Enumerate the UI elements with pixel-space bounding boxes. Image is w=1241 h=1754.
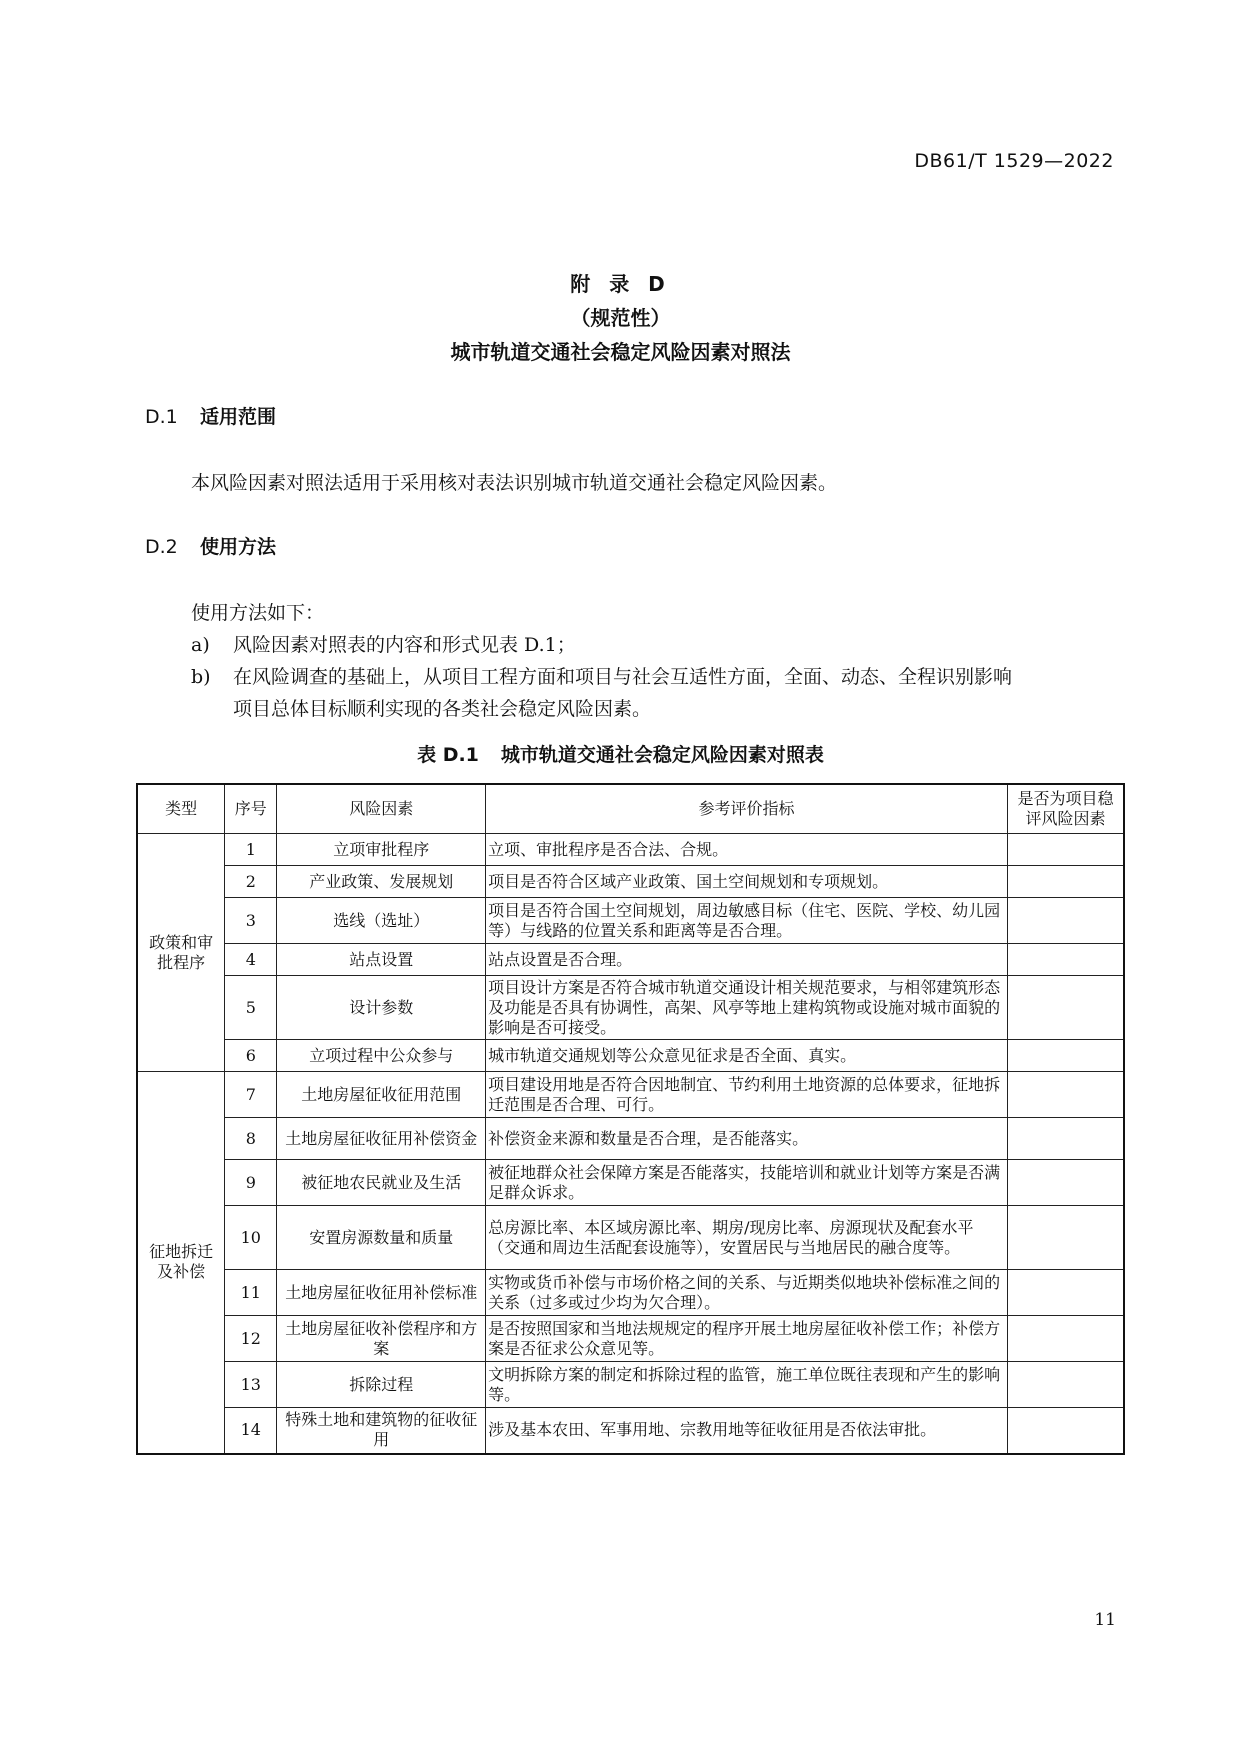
- d2-intro: 使用方法如下：: [191, 602, 325, 624]
- cell-type-line1: 政策和审: [149, 932, 214, 952]
- cell-indicator: 被征地群众社会保障方案是否能落实，技能培训和就业计划等方案是否满足群众诉求。: [486, 1160, 1008, 1206]
- appendix-subtitle: （规范性）: [570, 306, 671, 330]
- list-item-a: [191, 630, 576, 657]
- table-row: [137, 1118, 1124, 1160]
- cell-no: 12: [225, 1316, 277, 1362]
- table-title: 城市轨道交通社会稳定风险因素对照表: [500, 744, 824, 766]
- cell-type-line2: 及补偿: [157, 1262, 206, 1282]
- cell-indicator: 项目建设用地是否符合因地制宜、节约利用土地资源的总体要求，征地拆迁范围是否合理、可行。: [486, 1072, 1008, 1118]
- cell-indicator: 补偿资金来源和数量是否合理，是否能落实。: [486, 1118, 1008, 1160]
- cell-no: 11: [225, 1270, 277, 1316]
- cell-is-factor: [1007, 898, 1124, 944]
- cell-no: 6: [225, 1040, 277, 1072]
- cell-is-factor: [1007, 1316, 1124, 1362]
- cell-is-factor: [1007, 1270, 1124, 1316]
- section-title: 使用方法: [200, 536, 277, 558]
- table-header-row: [137, 784, 1124, 834]
- appendix-title: 附 录 D: [570, 272, 671, 296]
- appendix-name: 城市轨道交通社会稳定风险因素对照法: [450, 340, 791, 364]
- header-factor: 风险因素: [277, 784, 486, 834]
- cell-no: 4: [225, 944, 277, 976]
- cell-is-factor: [1007, 1118, 1124, 1160]
- cell-no: 8: [225, 1118, 277, 1160]
- table-row: [137, 834, 1124, 866]
- cell-type: [137, 834, 225, 1072]
- table-row: [137, 1316, 1124, 1362]
- list-marker: a): [191, 634, 210, 656]
- table-row: [137, 944, 1124, 976]
- cell-indicator: 项目设计方案是否符合城市轨道交通设计相关规范要求，与相邻建筑形态及功能是否具有协调性，高架、风亭等地上建构筑物或设施对城市面貌的影响是否可接受。: [486, 976, 1008, 1040]
- page-number: 11: [1094, 1610, 1116, 1630]
- cell-indicator: 站点设置是否合理。: [486, 944, 1008, 976]
- cell-no: 2: [225, 866, 277, 898]
- cell-no: 14: [225, 1408, 277, 1454]
- cell-no: 13: [225, 1362, 277, 1408]
- cell-no: 5: [225, 976, 277, 1040]
- table-row: [137, 1072, 1124, 1118]
- table-row: [137, 1362, 1124, 1408]
- cell-factor: 特殊土地和建筑物的征收征用: [277, 1408, 486, 1454]
- cell-factor: 产业政策、发展规划: [277, 866, 486, 898]
- cell-factor: 立项过程中公众参与: [277, 1040, 486, 1072]
- cell-factor: 安置房源数量和质量: [277, 1206, 486, 1270]
- cell-indicator: 总房源比率、本区域房源比率、期房/现房比率、房源现状及配套水平（交通和周边生活配套设施等），安置居民与当地居民的融合度等。: [486, 1206, 1008, 1270]
- cell-factor: 被征地农民就业及生活: [277, 1160, 486, 1206]
- cell-is-factor: [1007, 1160, 1124, 1206]
- table-row: [137, 898, 1124, 944]
- cell-factor: 立项审批程序: [277, 834, 486, 866]
- cell-indicator: 是否按照国家和当地法规规定的程序开展土地房屋征收补偿工作；补偿方案是否征求公众意见等。: [486, 1316, 1008, 1362]
- cell-indicator: 项目是否符合区域产业政策、国土空间规划和专项规划。: [486, 866, 1008, 898]
- header-is-factor-line1: 是否为项目稳: [1017, 789, 1114, 808]
- cell-is-factor: [1007, 1040, 1124, 1072]
- cell-indicator: 项目是否符合国土空间规划，周边敏感目标（住宅、医院、学校、幼儿园等）与线路的位置关系和距离等是否合理。: [486, 898, 1008, 944]
- cell-type: [137, 1072, 225, 1454]
- cell-no: 3: [225, 898, 277, 944]
- cell-indicator: 实物或货币补偿与市场价格之间的关系、与近期类似地块补偿标准之间的关系（过多或过少均为欠合理）。: [486, 1270, 1008, 1316]
- cell-is-factor: [1007, 1206, 1124, 1270]
- cell-factor: 土地房屋征收征用补偿标准: [277, 1270, 486, 1316]
- list-item-text: 在风险调查的基础上，从项目工程方面和项目与社会互适性方面，全面、动态、全程识别影响: [233, 666, 1013, 688]
- document-code: DB61/T 1529—2022: [914, 150, 1114, 172]
- cell-is-factor: [1007, 1408, 1124, 1454]
- cell-type-line2: 批程序: [157, 952, 206, 972]
- cell-factor: 土地房屋征收补偿程序和方案: [277, 1316, 486, 1362]
- cell-factor: 设计参数: [277, 976, 486, 1040]
- cell-is-factor: [1007, 944, 1124, 976]
- risk-factor-table: [136, 783, 1125, 1455]
- cell-no: 7: [225, 1072, 277, 1118]
- cell-is-factor: [1007, 1072, 1124, 1118]
- table-row: [137, 976, 1124, 1040]
- table-row: [137, 1270, 1124, 1316]
- cell-indicator: 文明拆除方案的制定和拆除过程的监管，施工单位既往表现和产生的影响等。: [486, 1362, 1008, 1408]
- cell-is-factor: [1007, 1362, 1124, 1408]
- section-title: 适用范围: [200, 406, 277, 428]
- section-number: D.1: [145, 406, 178, 428]
- section-heading-d1: [145, 402, 276, 429]
- d1-paragraph: 本风险因素对照法适用于采用核对表法识别城市轨道交通社会稳定风险因素。: [191, 472, 838, 494]
- header-indicator: 参考评价指标: [486, 784, 1008, 834]
- cell-factor: 站点设置: [277, 944, 486, 976]
- table-row: [137, 1160, 1124, 1206]
- table-row: [137, 1408, 1124, 1454]
- header-is-factor: [1007, 784, 1124, 834]
- table-caption: [0, 740, 1241, 767]
- header-is-factor-line2: 评风险因素: [1025, 809, 1106, 828]
- table-row: [137, 866, 1124, 898]
- cell-no: 10: [225, 1206, 277, 1270]
- cell-is-factor: [1007, 866, 1124, 898]
- list-item-text: 风险因素对照表的内容和形式见表 D.1；: [233, 634, 576, 656]
- cell-indicator: 立项、审批程序是否合法、合规。: [486, 834, 1008, 866]
- header-no: 序号: [225, 784, 277, 834]
- cell-is-factor: [1007, 834, 1124, 866]
- cell-no: 1: [225, 834, 277, 866]
- cell-factor: 土地房屋征收征用补偿资金: [277, 1118, 486, 1160]
- section-heading-d2: [145, 532, 276, 559]
- cell-is-factor: [1007, 976, 1124, 1040]
- cell-factor: 选线（选址）: [277, 898, 486, 944]
- table-number: 表 D.1: [417, 744, 479, 766]
- list-item-b: [191, 662, 1012, 689]
- cell-indicator: 城市轨道交通规划等公众意见征求是否全面、真实。: [486, 1040, 1008, 1072]
- table-row: [137, 1206, 1124, 1270]
- cell-no: 9: [225, 1160, 277, 1206]
- section-number: D.2: [145, 536, 178, 558]
- cell-factor: 土地房屋征收征用范围: [277, 1072, 486, 1118]
- list-marker: b): [191, 666, 211, 688]
- list-item-b-continuation: 项目总体目标顺利实现的各类社会稳定风险因素。: [233, 698, 652, 720]
- cell-type-line1: 征地拆迁: [149, 1242, 214, 1262]
- cell-indicator: 涉及基本农田、军事用地、宗教用地等征收征用是否依法审批。: [486, 1408, 1008, 1454]
- header-type: 类型: [137, 784, 225, 834]
- table-row: [137, 1040, 1124, 1072]
- cell-factor: 拆除过程: [277, 1362, 486, 1408]
